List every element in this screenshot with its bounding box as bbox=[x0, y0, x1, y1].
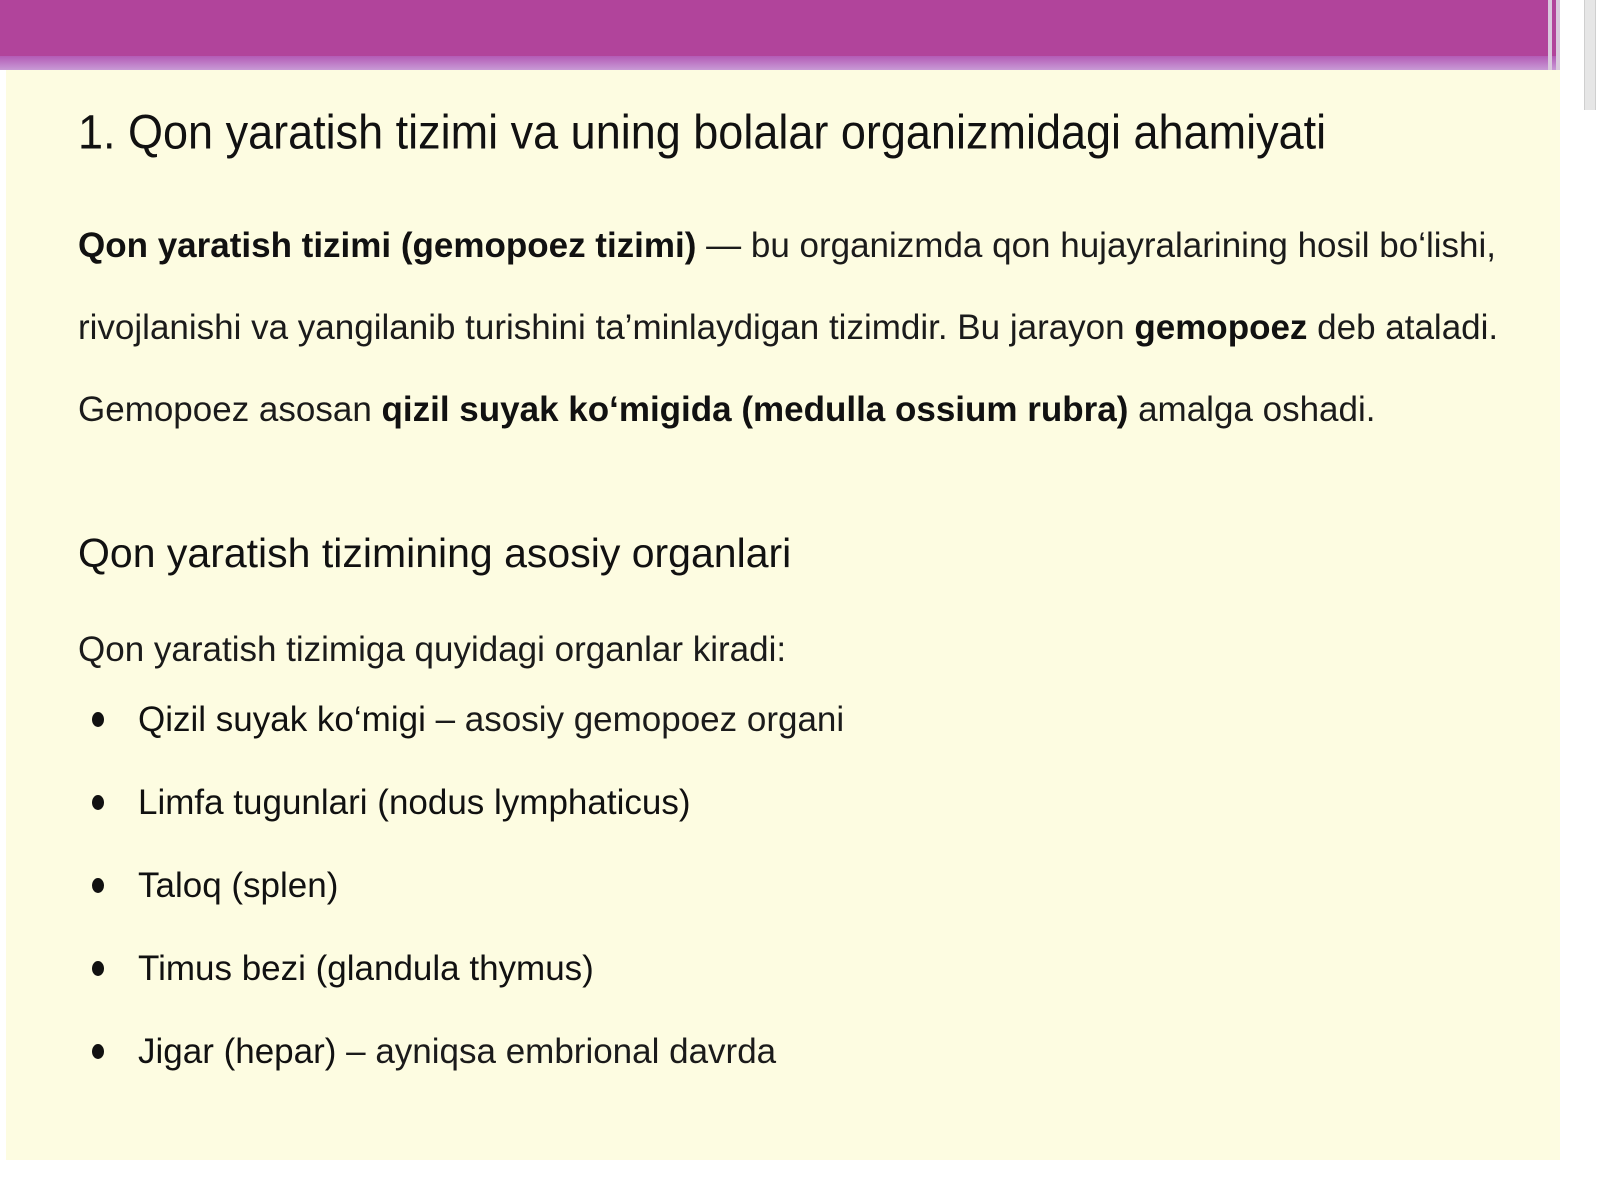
header-edge-strip bbox=[1548, 0, 1552, 70]
bullet-icon bbox=[92, 712, 104, 727]
header-edge-strip bbox=[1556, 0, 1560, 70]
definition-paragraph bbox=[78, 205, 1538, 451]
organ-note: – ayniqsa embrional davrda bbox=[336, 1032, 777, 1071]
organ-term: Limfa tugunlari (nodus lymphaticus) bbox=[138, 783, 691, 822]
list-item bbox=[78, 761, 844, 844]
content-panel bbox=[6, 70, 1560, 1160]
organ-term: Jigar (hepar) bbox=[138, 1032, 337, 1071]
bullet-icon bbox=[92, 961, 104, 976]
list-item bbox=[78, 844, 844, 927]
list-intro: Qon yaratish tizimiga quyidagi organlar kiradi: bbox=[78, 630, 787, 669]
list-item bbox=[78, 927, 844, 1010]
bold-term: Qon yaratish tizimi (gemopoez tizimi) bbox=[78, 226, 697, 265]
paragraph-text: amalga oshadi. bbox=[1128, 390, 1376, 429]
organ-term: Taloq (splen) bbox=[138, 866, 339, 905]
organ-list bbox=[78, 678, 844, 1093]
organ-term: Timus bezi (glandula thymus) bbox=[138, 949, 594, 988]
page-title: 1. Qon yaratish tizimi va uning bolalar organizmidagi ahamiyati bbox=[78, 104, 1327, 160]
bullet-icon bbox=[92, 1044, 104, 1059]
bold-term: qizil suyak ko‘migida (medulla ossium rubra) bbox=[381, 390, 1129, 429]
header-bar-shadow bbox=[0, 56, 1560, 70]
bold-term: gemopoez bbox=[1134, 308, 1308, 347]
paragraph-text: deb ataladi. Gemopoez asosan bbox=[78, 308, 1499, 429]
paragraph-text: — bu organizmda qon hujayralarining hosil bo‘lishi, rivojlanishi va yangilanib turishini ta’minlaydigan tizimdir. Bu jarayon bbox=[78, 226, 1497, 347]
list-item bbox=[78, 678, 844, 761]
organ-term: Qizil suyak ko‘migi bbox=[138, 700, 426, 739]
section-heading: Qon yaratish tizimining asosiy organlari bbox=[78, 530, 792, 576]
right-margin bbox=[1560, 0, 1600, 1200]
bullet-icon bbox=[92, 878, 104, 893]
scrollbar-thumb[interactable] bbox=[1584, 0, 1596, 110]
header-bar bbox=[0, 0, 1560, 58]
list-item bbox=[78, 1010, 844, 1093]
organ-note: – asosiy gemopoez organi bbox=[425, 700, 845, 739]
bullet-icon bbox=[92, 795, 104, 810]
